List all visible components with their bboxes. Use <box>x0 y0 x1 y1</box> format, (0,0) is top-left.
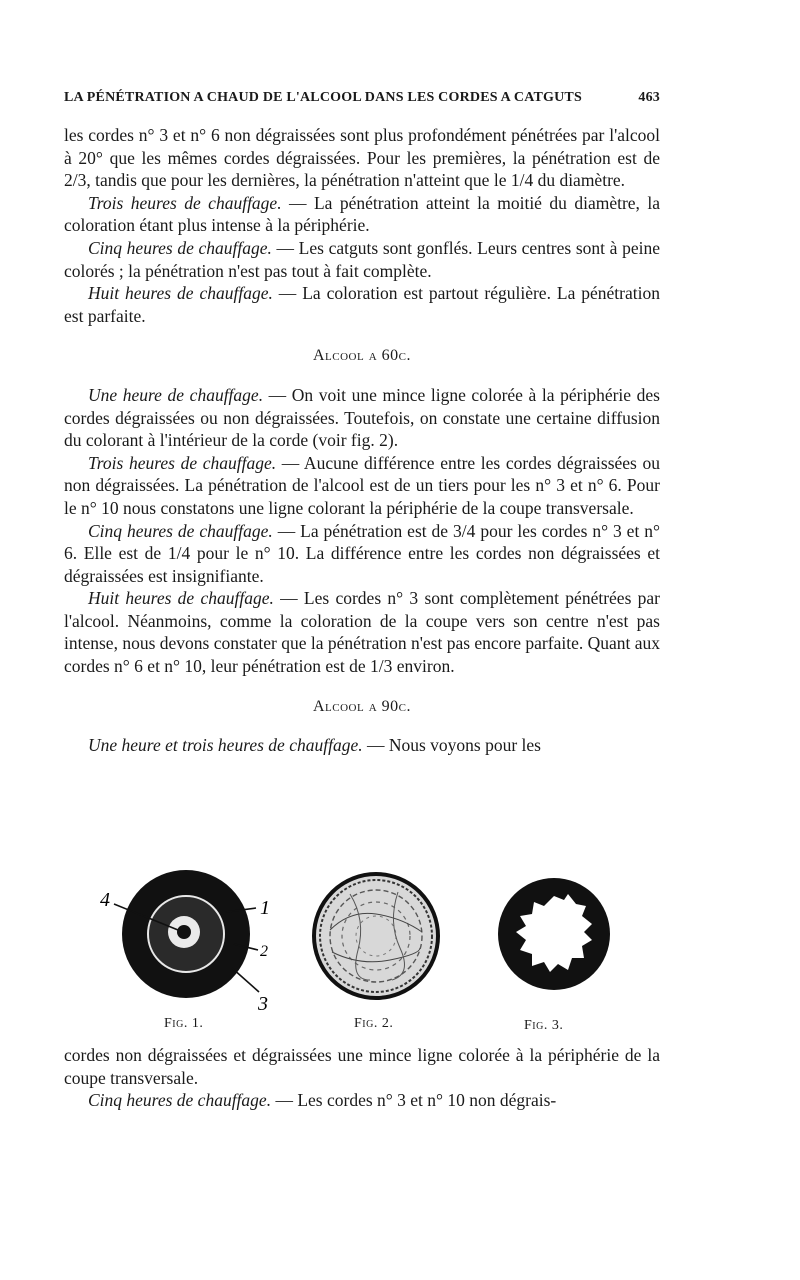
paragraph <box>64 237 660 282</box>
paragraph-lead: Huit heures de chauffage. <box>88 283 273 304</box>
paragraph <box>64 587 660 677</box>
paragraph-lead: Huit heures de chauffage. <box>88 588 274 609</box>
continuation-text <box>64 1044 660 1112</box>
fig2-outer <box>314 874 438 998</box>
paragraph: les cordes n° 3 et n° 6 non dégraissées sont plus profondément pénétrées par l'alcool à 20° que les mêmes cordes dégraissées. Pour les premières, la pénétration est de 2/3, tandis que pour les dernières, la pénétration n'atteint que le 1/4 du diamètre. <box>64 125 660 191</box>
fig1-label-2: 2 <box>260 943 268 960</box>
paragraph-text: — Aucune différence entre les cordes dégraissées ou non dégraissées. La pénétration de l'alcool est de un tiers pour les n° 3 et n° 6. Pour le n° 10 nous constatons une ligne colorant la périphérie de la coupe transversale. <box>64 452 660 518</box>
paragraph-text: — Les cordes n° 3 et n° 10 non dégrais- <box>271 1090 557 1111</box>
paragraph <box>64 192 660 237</box>
fig1-core <box>177 925 191 939</box>
paragraph <box>64 282 660 327</box>
paragraph <box>64 734 660 757</box>
section-title: Alcool a 60c. <box>313 347 411 365</box>
fig1-label-4: 4 <box>100 889 110 911</box>
paragraph-text: — La coloration est partout régulière. La pénétration est parfaite. <box>64 283 660 326</box>
section-title: Alcool a 90c. <box>313 697 411 715</box>
paragraph-lead: Trois heures de chauffage. <box>88 452 277 473</box>
paragraph <box>64 384 660 452</box>
running-title: LA PÉNÉTRATION A CHAUD DE L'ALCOOL DANS LES CORDES A CATGUTS <box>64 90 582 105</box>
paragraph-text: — Les cordes n° 3 sont complètement pénétrées par l'alcool. Néanmoins, comme la coloration de la coupe vers son centre n'est pas intense, nous devons constater que la pénétration n'est pas encore parfaite. Quant aux cordes n° 6 et n° 10, leur pénétration est de 1/3 environ. <box>64 588 660 677</box>
paragraph-lead: Trois heures de chauffage. <box>88 192 282 213</box>
fig1-caption: Fig. 1. <box>164 1016 204 1031</box>
running-head <box>64 90 660 106</box>
figures-row <box>64 864 660 1040</box>
paragraph: cordes non dégraissées et dégraissées une mince ligne colorée à la périphérie de la coupe transversale. <box>64 1045 660 1088</box>
figure-2-drawing <box>310 870 442 1002</box>
paragraph-text: — Nous voyons pour les <box>362 735 541 756</box>
figure-3-drawing <box>494 874 614 994</box>
paragraph <box>64 452 660 520</box>
paragraph-lead: Cinq heures de chauffage. <box>88 1090 272 1111</box>
figure-3 <box>494 874 614 994</box>
body-text <box>64 124 660 757</box>
paragraph-lead: Une heure et trois heures de chauffage. <box>88 735 363 756</box>
paragraph-lead: Une heure de chauffage. <box>88 384 264 405</box>
paragraph-lead: Cinq heures de chauffage. <box>88 237 272 258</box>
fig1-label-3: 3 <box>258 993 268 1014</box>
paragraph <box>64 1089 660 1112</box>
figure-2 <box>310 870 442 1002</box>
paragraph <box>64 520 660 588</box>
figure-1-drawing <box>94 864 284 1014</box>
paragraph-text: — On voit une mince ligne colorée à la périphérie des cordes dégraissées ou non dégraissées. Toutefois, on constate une certaine diffusion du colorant à l'intérieur de la corde (voir fig. 2). <box>64 384 660 451</box>
paragraph-lead: Cinq heures de chauffage. <box>88 520 273 541</box>
paragraph-text: — La pénétration atteint la moitié du diamètre, la coloration étant plus intense à la périphérie. <box>64 192 660 236</box>
fig2-caption: Fig. 2. <box>354 1016 394 1031</box>
page-number: 463 <box>638 90 660 105</box>
fig1-label-1: 1 <box>260 897 270 919</box>
paragraph-text: — La pénétration est de 3/4 pour les cordes n° 3 et n° 6. Elle est de 1/4 pour le n° 10. La différence entre les cordes non dégraissées et dégraissées est insignifiante. <box>64 520 660 586</box>
fig1-leader-3 <box>232 968 259 992</box>
fig3-caption: Fig. 3. <box>524 1018 564 1033</box>
paragraph-text: — Les catguts sont gonflés. Leurs centres sont à peine colorés ; la pénétration n'est pas tout à fait complète. <box>64 237 660 281</box>
figure-1 <box>94 864 284 1014</box>
